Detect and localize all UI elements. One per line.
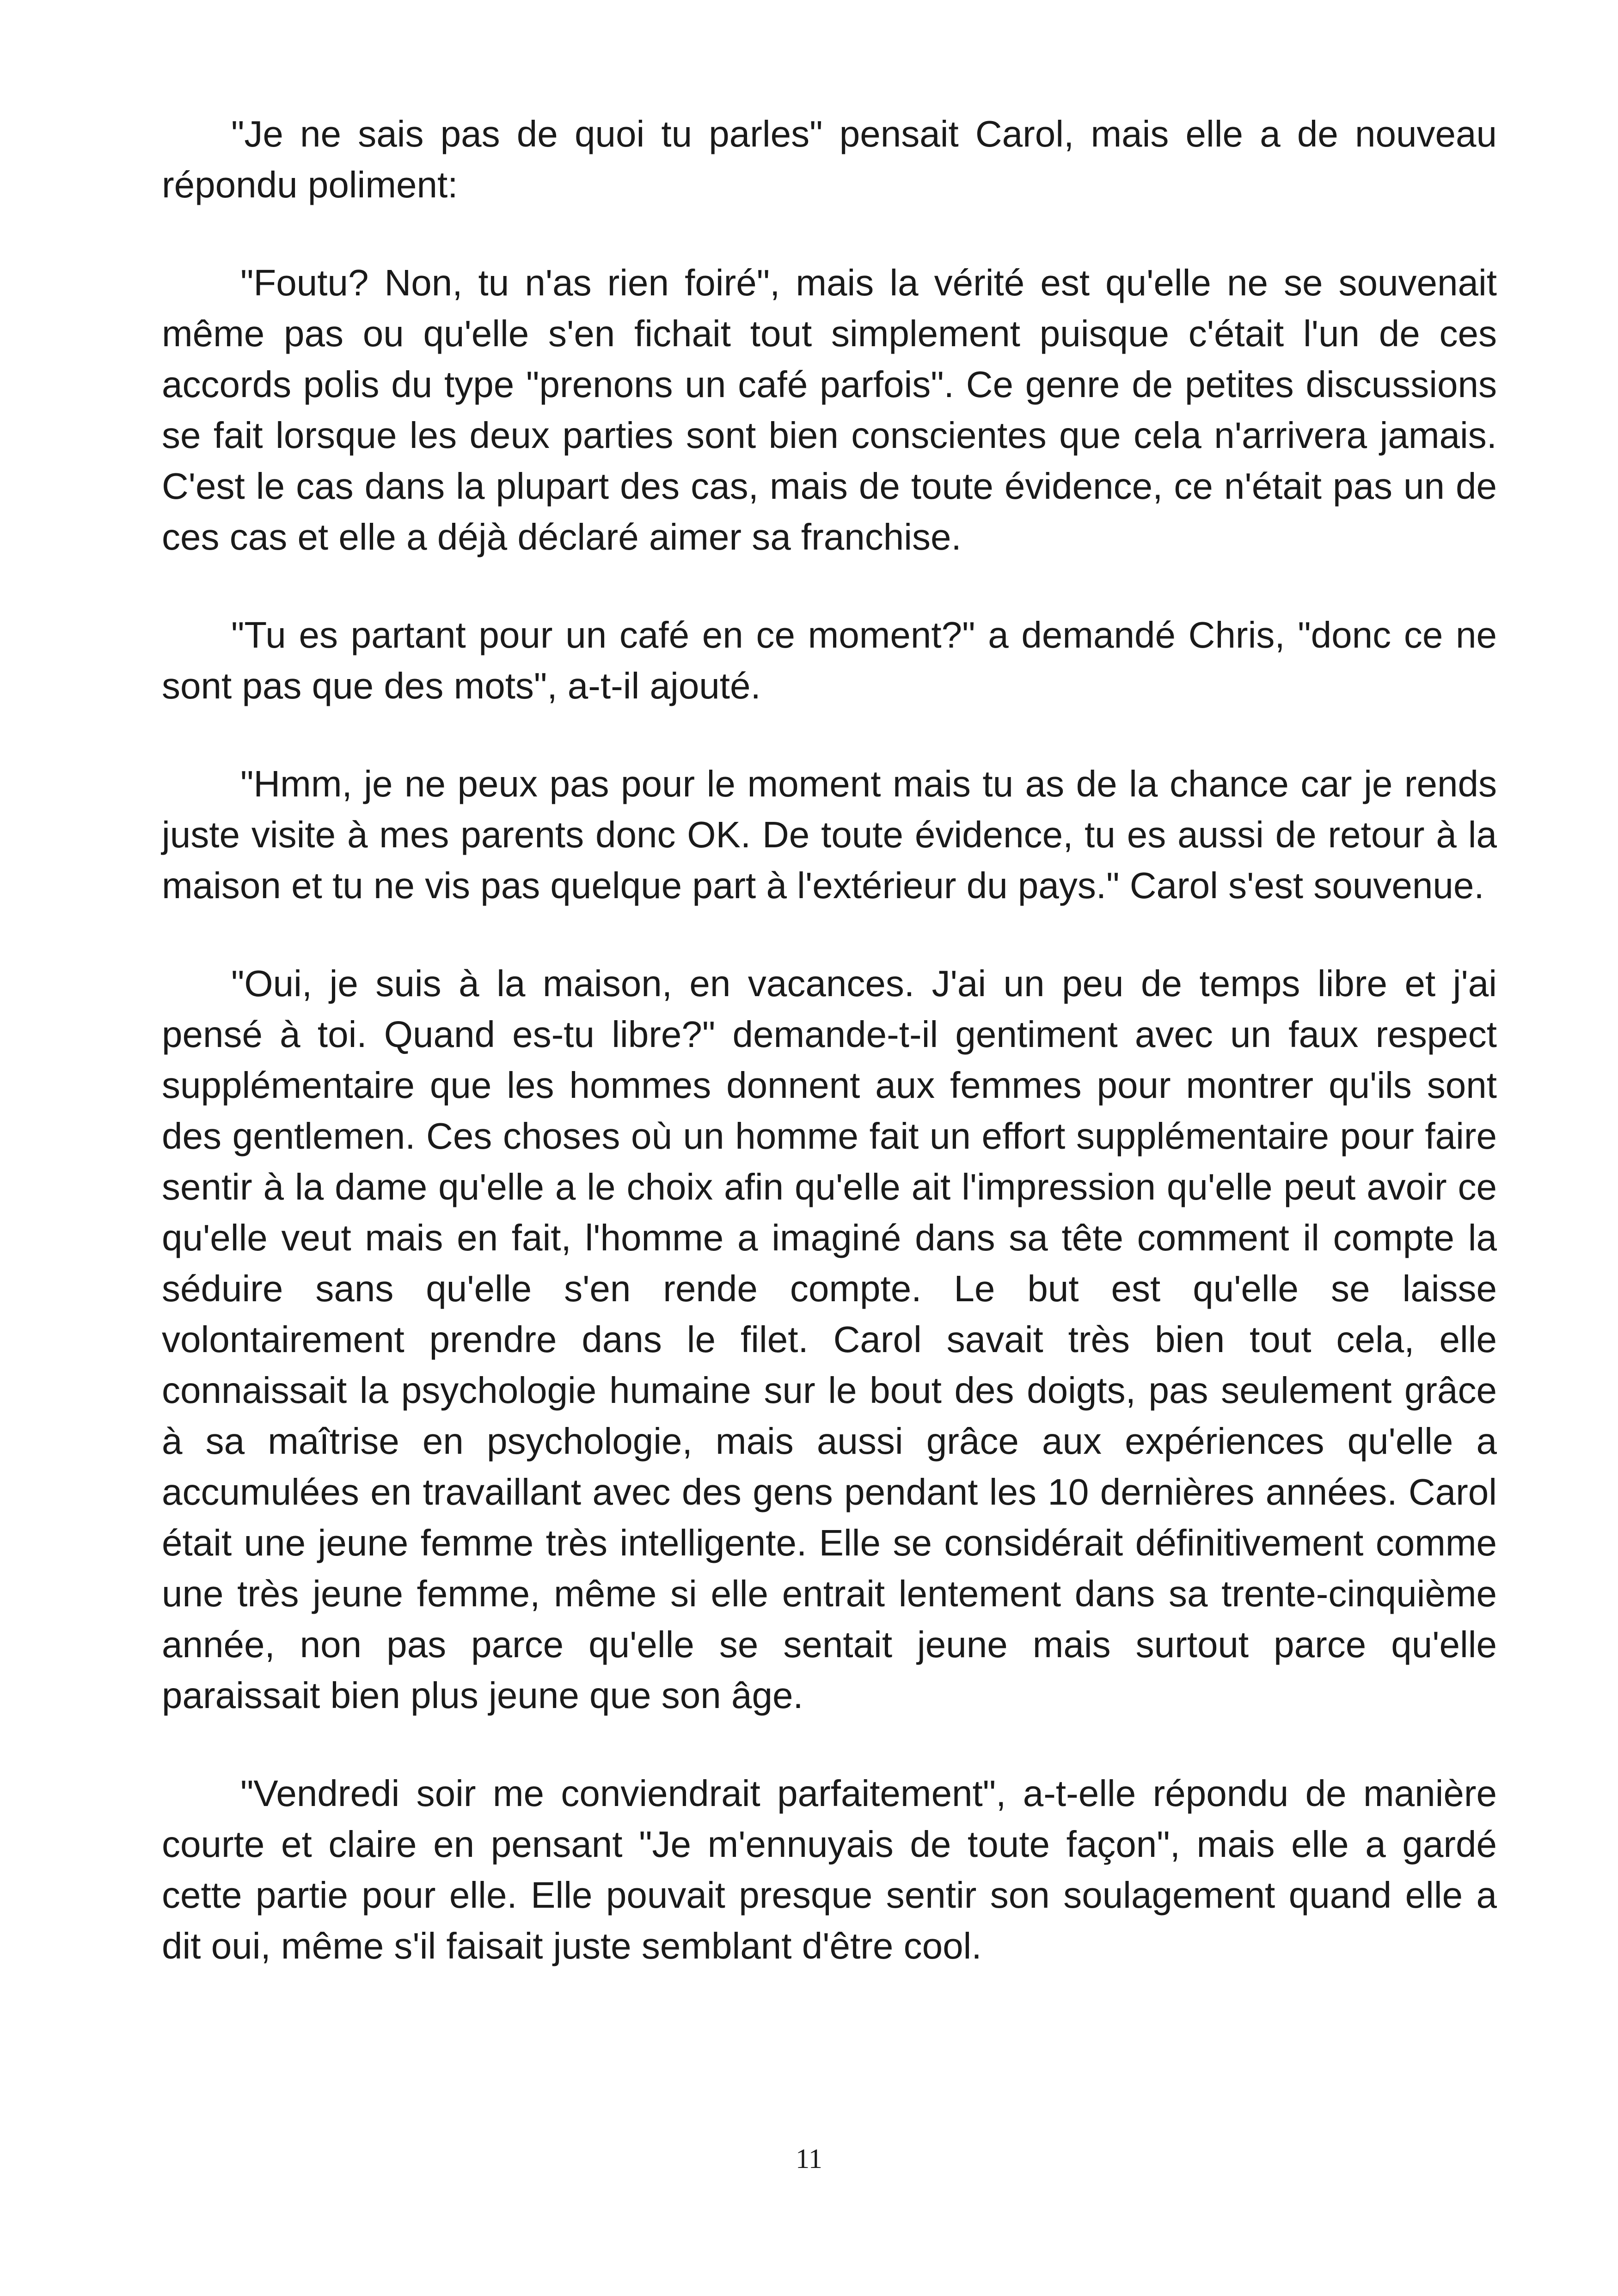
paragraph-2: "Foutu? Non, tu n'as rien foiré", mais la vérité est qu'elle ne se souvenait même pas ou qu'elle s'en fichait tout simplement puisque c'était l'un de ces accords polis du type "prenons un café parfois". Ce genre de petites discussions se fait lorsque les deux parties sont bien conscientes que cela n'arrivera jamais. C'est le cas dans la plupart des cas, mais de toute évidence, ce n'était pas un de ces cas et elle a déjà déclaré aimer sa franchise. (162, 262, 1497, 557)
paragraph-3: "Tu es partant pour un café en ce moment?" a demandé Chris, "donc ce ne sont pas que des mots", a-t-il ajouté. (162, 614, 1497, 706)
paragraph-4: "Hmm, je ne peux pas pour le moment mais tu as de la chance car je rends juste visite à mes parents donc OK. De toute évidence, tu es aussi de retour à la maison et tu ne vis pas quelque part à l'extérieur du pays." Carol s'est souvenue. (162, 763, 1497, 906)
paragraph-6: "Vendredi soir me conviendrait parfaitement", a-t-elle répondu de manière courte et claire en pensant "Je m'ennuyais de toute façon", mais elle a gardé cette partie pour elle. Elle pouvait presque sentir son soulagement quand elle a dit oui, même s'il faisait juste semblant d'être cool. (162, 1773, 1497, 1966)
paragraph-5: "Oui, je suis à la maison, en vacances. J'ai un peu de temps libre et j'ai pensé à toi. Quand es-tu libre?" demande-t-il gentiment avec un faux respect supplémentaire que les hommes donnent aux femmes pour montrer qu'ils sont des gentlemen. Ces choses où un homme fait un effort supplémentaire pour faire sentir à la dame qu'elle a le choix afin qu'elle ait l'impression qu'elle peut avoir ce qu'elle veut mais en fait, l'homme a imaginé dans sa tête comment il compte la séduire sans qu'elle s'en rende compte. Le but est qu'elle se laisse volontairement prendre dans le filet. Carol savait très bien tout cela, elle connaissait la psychologie humaine sur le bout des doigts, pas seulement grâce à sa maîtrise en psychologie, mais aussi grâce aux expériences qu'elle a accumulées en travaillant avec des gens pendant les 10 dernières années. Carol était une jeune femme très intelligente. Elle se considérait définitivement comme une très jeune femme, même si elle entrait lentement dans sa trente-cinquième année, non pas parce qu'elle se sentait jeune mais surtout parce qu'elle paraissait bien plus jeune que son âge. (162, 963, 1497, 1716)
paragraph-1: "Je ne sais pas de quoi tu parles" pensait Carol, mais elle a de nouveau répondu poliment: (162, 113, 1497, 205)
page-number: 11 (796, 2143, 822, 2174)
body-text (162, 109, 1497, 2019)
